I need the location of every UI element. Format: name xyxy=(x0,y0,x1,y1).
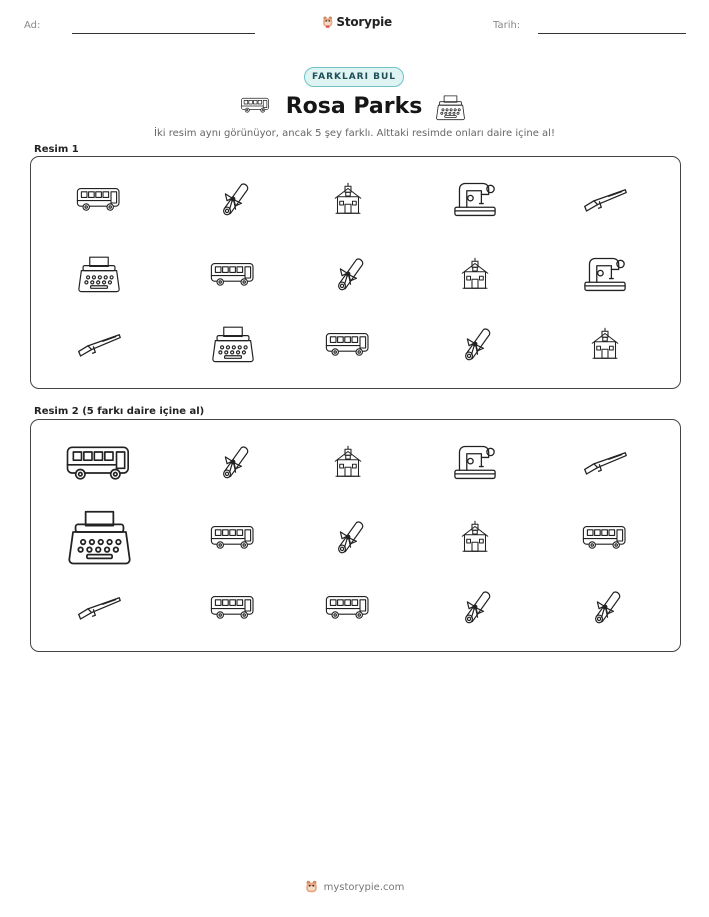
schoolhouse-icon xyxy=(288,167,408,231)
typewriter-icon xyxy=(39,242,159,306)
name-line[interactable] xyxy=(72,33,255,34)
diploma-icon xyxy=(288,242,408,306)
storypie-mascot-icon xyxy=(322,14,333,30)
sewing-machine-icon xyxy=(415,167,535,231)
worksheet-badge: FARKLARI BUL xyxy=(304,67,404,87)
footer-site[interactable]: mystorypie.com xyxy=(323,881,405,893)
rifle-icon[interactable] xyxy=(39,575,159,639)
schoolhouse-icon[interactable] xyxy=(415,505,535,569)
footer xyxy=(0,880,709,894)
schoolhouse-icon xyxy=(415,242,535,306)
diploma-icon[interactable] xyxy=(545,575,665,639)
bus-icon xyxy=(173,242,293,306)
bus-icon[interactable] xyxy=(173,575,293,639)
rifle-icon xyxy=(545,167,665,231)
bus-icon xyxy=(288,312,408,376)
diploma-icon xyxy=(415,312,535,376)
bus-icon xyxy=(39,167,159,231)
diploma-icon xyxy=(173,167,293,231)
picture2-panel[interactable] xyxy=(30,419,681,652)
bus-icon[interactable] xyxy=(288,575,408,639)
picture1-panel xyxy=(30,156,681,389)
name-label: Ad: xyxy=(24,20,41,31)
sewing-machine-icon xyxy=(545,242,665,306)
rifle-icon xyxy=(39,312,159,376)
instructions: İki resim aynı görünüyor, ancak 5 şey farklı. Alttaki resimde onları daire içine al! xyxy=(154,128,555,139)
page-title: Rosa Parks xyxy=(285,94,423,119)
bus-icon[interactable] xyxy=(545,505,665,569)
storypie-mascot-icon xyxy=(305,880,318,894)
schoolhouse-icon xyxy=(545,312,665,376)
bus-icon[interactable] xyxy=(173,505,293,569)
typewriter-icon[interactable] xyxy=(39,505,159,569)
sewing-machine-icon[interactable] xyxy=(415,430,535,494)
date-line[interactable] xyxy=(538,33,686,34)
brand-name: Storypie xyxy=(336,15,392,29)
schoolhouse-icon[interactable] xyxy=(288,430,408,494)
diploma-icon[interactable] xyxy=(415,575,535,639)
diploma-icon[interactable] xyxy=(288,505,408,569)
typewriter-icon xyxy=(173,312,293,376)
storypie-logo xyxy=(322,13,392,31)
picture2-label: Resim 2 (5 farkı daire içine al) xyxy=(34,406,205,417)
title-typewriter-icon xyxy=(436,94,465,125)
diploma-icon[interactable] xyxy=(173,430,293,494)
date-label: Tarih: xyxy=(493,20,521,31)
rifle-icon[interactable] xyxy=(545,430,665,494)
picture1-label: Resim 1 xyxy=(34,144,79,155)
bus-icon[interactable] xyxy=(39,430,159,494)
